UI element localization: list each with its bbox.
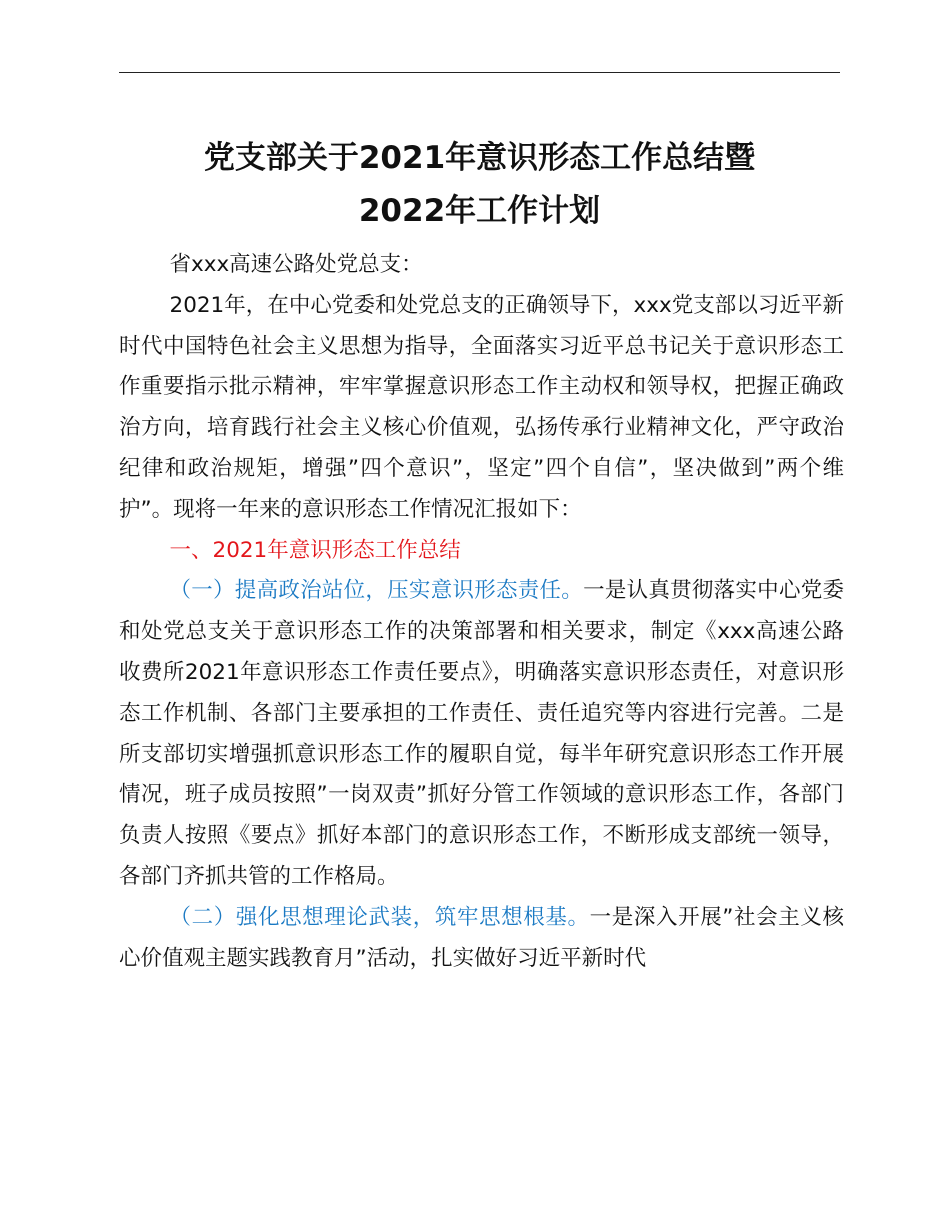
subsection-2-text: 一是深入开展”社会主义核心价值观主题实践教育月”活动，扎实做好习近平新时代	[119, 904, 845, 971]
document-title-line-2: 2022年工作计划	[358, 193, 601, 229]
greeting: 省xxx高速公路处党总支：	[169, 252, 423, 277]
header-rule	[119, 72, 840, 73]
subsection-1-paragraph	[119, 571, 844, 897]
subsection-1-text: 一是认真贯彻落实中心党委和处党总支关于意识形态工作的决策部署和相关要求，制定《xxx高速公路收费所2021年意识形态工作责任要点》，明确落实意识形态责任，对意识形态工作机制、各部门主要承担的工作责任、责任追究等内容进行完善。二是所支部切实增强抓意识形态工作的履职自觉，每半年研究意识形态工作开展情况，班子成员按照”一岗双责”抓好分管工作领域的意识形态工作，各部门负责人按照《要点》抓好本部门的意识形态工作，不断形成支部统一领导，各部门齐抓共管的工作格局。	[119, 578, 844, 889]
document-title-line-1: 党支部关于2021年意识形态工作总结暨	[203, 140, 756, 176]
subsection-2-paragraph	[119, 898, 844, 980]
intro-paragraph: 2021年，在中心党委和处党总支的正确领导下，xxx党支部以习近平新时代中国特色社会主义思想为指导，全面落实习近平总书记关于意识形态工作重要指示批示精神，牢牢掌握意识形态工作主动权和领导权，把握正确政治方向，培育践行社会主义核心价值观，弘扬传承行业精神文化，严守政治纪律和政治规矩，增强”四个意识”，坚定”四个自信”，坚决做到”两个维护”。现将一年来的意识形态工作情况汇报如下：	[119, 292, 844, 522]
section-1-heading: 一、2021年意识形态工作总结	[169, 537, 461, 563]
document-body	[119, 245, 844, 979]
subsection-2-heading: （二）强化思想理论武装，筑牢思想根基。	[169, 904, 590, 930]
subsection-1-heading: （一）提高政治站位，压实意识形态责任。	[169, 578, 584, 604]
